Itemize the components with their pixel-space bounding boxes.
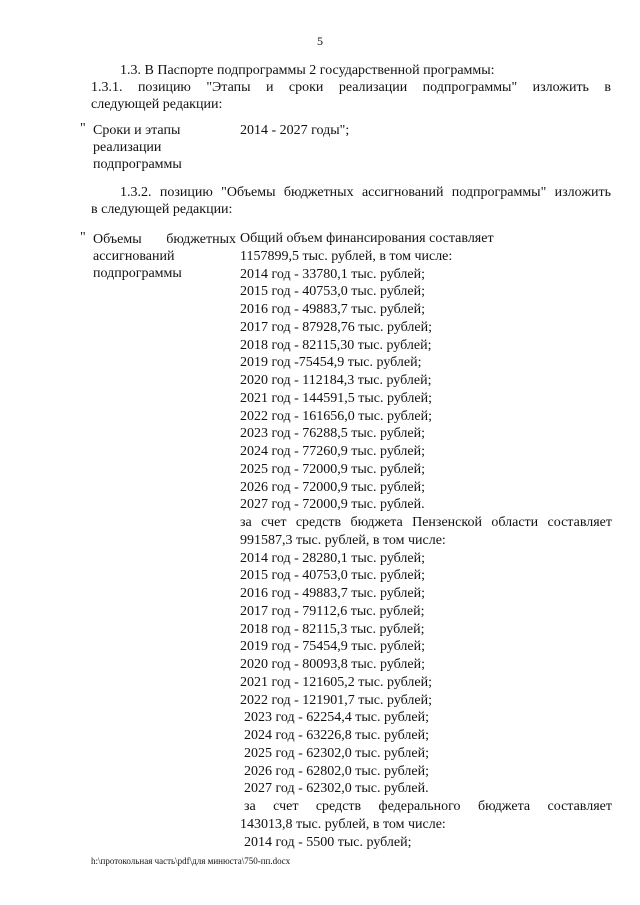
- year-line: 2024 год - 63226,8 тыс. рублей;: [244, 728, 430, 743]
- stages-value: 2014 - 2027 годы";: [240, 123, 350, 138]
- item-1-3-2-line1: 1.3.2. позицию "Объемы бюджетных ассигнований подпрограммы" изложить: [120, 185, 611, 200]
- funding-values: [240, 230, 612, 851]
- stages-label-line: реализации: [93, 140, 162, 155]
- year-line: 2017 год - 87928,76 тыс. рублей;: [240, 319, 433, 335]
- funding-label: [93, 231, 236, 282]
- year-line: 2027 год - 62302,0 тыс. рублей.: [244, 781, 429, 797]
- year-line: 2025 год - 62302,0 тыс. рублей;: [244, 745, 430, 761]
- year-line: 2026 год - 72000,9 тыс. рублей;: [240, 479, 426, 495]
- item-1-3-1-line2: следующей редакции:: [91, 97, 223, 112]
- section-heading: 1.3. В Паспорте подпрограммы 2 государственной программы:: [120, 63, 495, 78]
- year-line: 2015 год - 40753,0 тыс. рублей;: [240, 284, 426, 300]
- stages-label: [93, 122, 238, 173]
- year-line: 2018 год - 82115,30 тыс. рублей;: [240, 337, 432, 353]
- year-line: 2022 год - 161656,0 тыс. рублей;: [240, 408, 433, 424]
- item-1-3-1-line1: 1.3.1. позицию "Этапы и сроки реализации подпрограммы" изложить в: [91, 80, 611, 95]
- footer-file-path: h:\протокольная часть\pdf\для минюста\750-пп.docx: [91, 856, 291, 866]
- year-line: 2017 год - 79112,6 тыс. рублей;: [240, 603, 425, 619]
- federal-line2: 143013,8 тыс. рублей, в том числе:: [240, 816, 446, 832]
- year-line: 2019 год - 75454,9 тыс. рублей;: [240, 639, 426, 655]
- year-line: 2022 год - 121901,7 тыс. рублей;: [240, 692, 433, 708]
- year-line: 2021 год - 144591,5 тыс. рублей;: [240, 390, 433, 406]
- year-line: 2025 год - 72000,9 тыс. рублей;: [240, 461, 426, 477]
- regional-line2: 991587,3 тыс. рублей, в том числе:: [240, 532, 446, 548]
- year-line: 2020 год - 112184,3 тыс. рублей;: [240, 373, 432, 388]
- funding-quote-mark: ": [80, 230, 86, 245]
- item-1-3-2-line2: в следующей редакции:: [91, 202, 233, 217]
- stages-label-line: Сроки и этапы: [93, 123, 181, 138]
- funding-label-line1: [93, 231, 236, 248]
- year-line: 2019 год -75454,9 тыс. рублей;: [240, 355, 422, 371]
- year-line: 2014 год - 28280,1 тыс. рублей;: [240, 550, 426, 566]
- year-line: 2016 год - 49883,7 тыс. рублей;: [240, 586, 426, 601]
- funding-label-line: ассигнований: [93, 249, 175, 264]
- year-line: 2024 год - 77260,9 тыс. рублей;: [240, 444, 426, 459]
- stages-quote-mark: ": [80, 121, 86, 136]
- page-number: 5: [317, 34, 323, 48]
- year-line: 2021 год - 121605,2 тыс. рублей;: [240, 674, 433, 690]
- year-line: 2014 год - 5500 тыс. рублей;: [244, 834, 412, 850]
- regional-line1: за счет средств бюджета Пензенской области составляет: [240, 515, 612, 530]
- year-line: 2015 год - 40753,0 тыс. рублей;: [240, 568, 426, 584]
- year-line: 2014 год - 33780,1 тыс. рублей;: [240, 266, 426, 282]
- total-line1: Общий объем финансирования составляет: [240, 231, 494, 246]
- year-line: 2027 год - 72000,9 тыс. рублей.: [240, 497, 425, 513]
- federal-line1: за счет средств федерального бюджета составляет: [244, 799, 612, 814]
- year-line: 2023 год - 76288,5 тыс. рублей;: [240, 426, 426, 442]
- funding-label-word: бюджетных: [166, 232, 236, 247]
- year-line: 2026 год - 62802,0 тыс. рублей;: [244, 763, 430, 779]
- stages-label-line: подпрограммы: [93, 157, 182, 172]
- funding-label-word: Объемы: [93, 232, 142, 247]
- total-line2: 1157899,5 тыс. рублей, в том числе:: [240, 248, 453, 264]
- year-line: 2023 год - 62254,4 тыс. рублей;: [244, 710, 430, 726]
- year-line: 2020 год - 80093,8 тыс. рублей;: [240, 657, 426, 672]
- year-line: 2018 год - 82115,3 тыс. рублей;: [240, 621, 425, 637]
- year-line: 2016 год - 49883,7 тыс. рублей;: [240, 302, 426, 317]
- funding-label-line: подпрограммы: [93, 266, 182, 281]
